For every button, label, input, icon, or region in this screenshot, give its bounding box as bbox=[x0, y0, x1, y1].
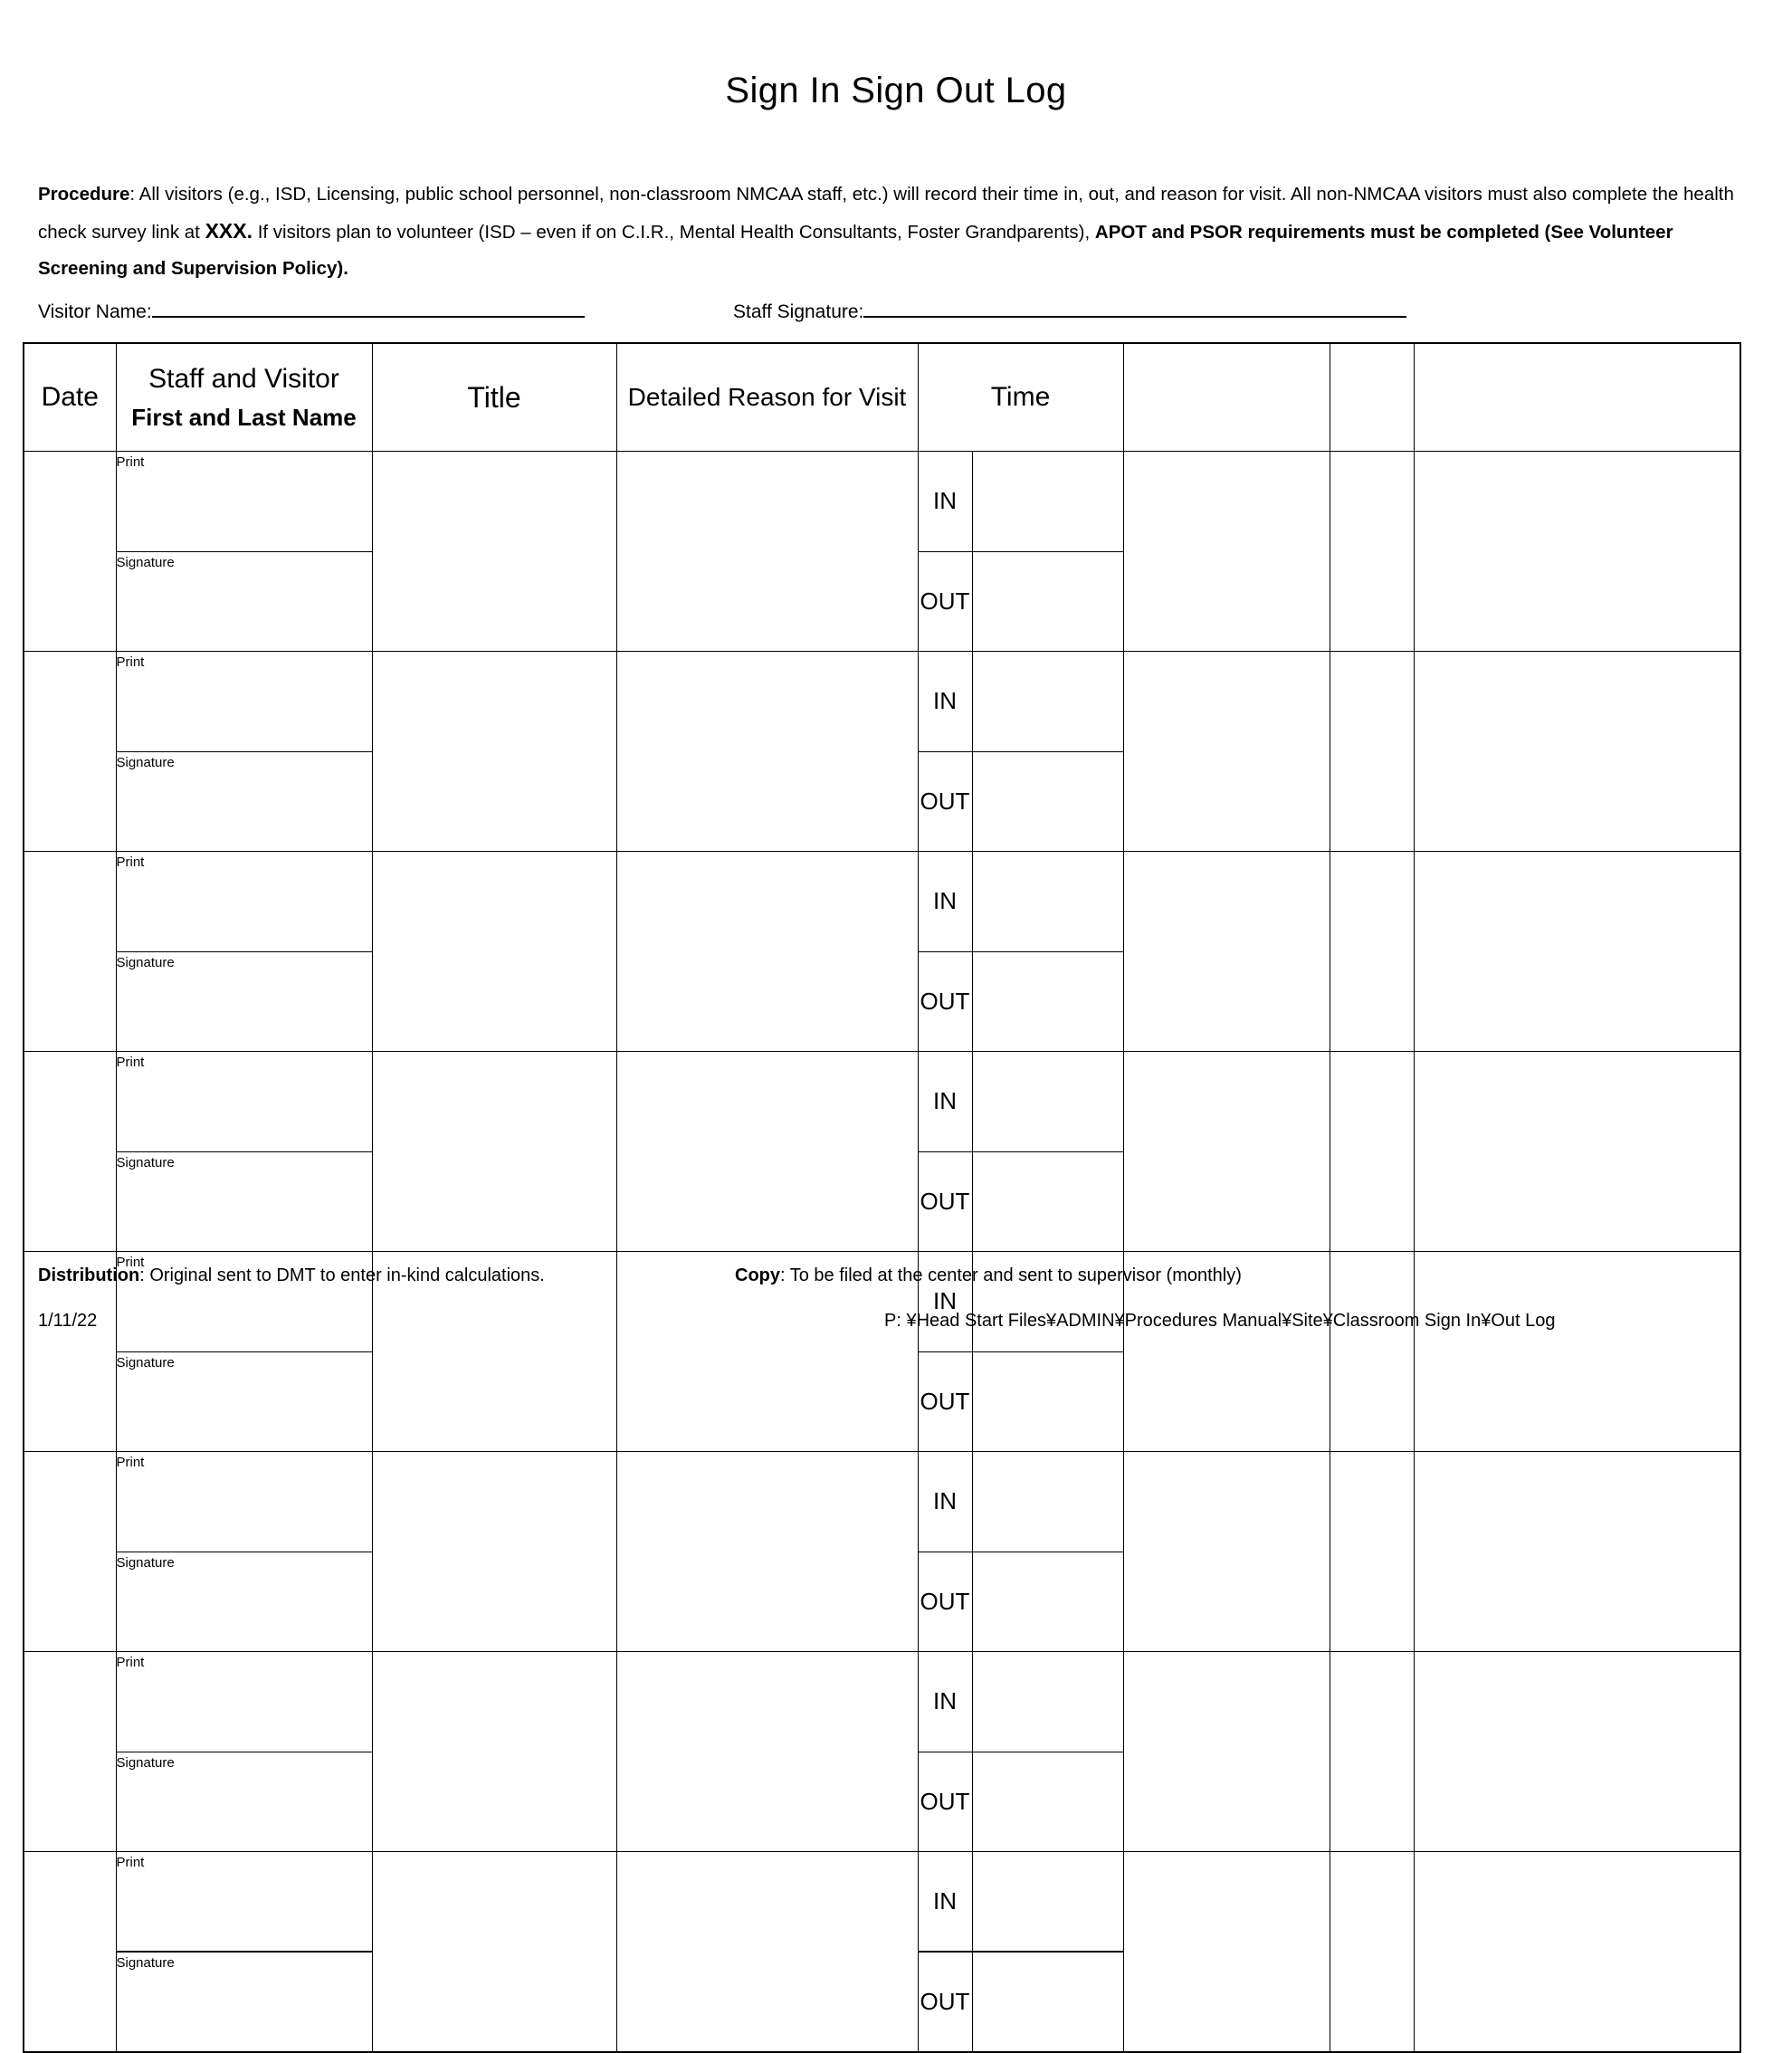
cell-inout-values bbox=[972, 1652, 1123, 1852]
revision-date: 1/11/22 bbox=[38, 1311, 98, 1331]
sub-label-signature: Signature bbox=[116, 1354, 175, 1370]
cell-time-in[interactable] bbox=[973, 1052, 1123, 1151]
label-in: IN bbox=[919, 452, 972, 551]
label-out: OUT bbox=[920, 987, 970, 1015]
cell-time-out[interactable] bbox=[973, 951, 1123, 1051]
name-subtable bbox=[117, 652, 372, 851]
fill-in-fields-row bbox=[38, 301, 1756, 331]
copy-label: Copy bbox=[735, 1265, 780, 1285]
label-out: OUT bbox=[920, 1387, 970, 1415]
cell-time-out[interactable] bbox=[973, 1752, 1123, 1851]
procedure-text-1: : All visitors (e.g., ISD, Licensing, public school personnel, non-classroom NMCAA staff, etc.) will record their time in, out, and reason for visit. All non-NMCAA visitors must also complete the health check survey link at bbox=[38, 184, 1734, 243]
cell-time-out[interactable] bbox=[973, 1151, 1123, 1251]
label-in: IN bbox=[919, 652, 972, 751]
cell-inout-values bbox=[972, 852, 1123, 1052]
label-out: OUT bbox=[920, 587, 970, 615]
cell-extra-1[interactable] bbox=[1123, 1452, 1330, 1652]
inout-value-subtable bbox=[973, 1652, 1123, 1851]
cell-print[interactable] bbox=[117, 852, 372, 951]
staff-signature-input[interactable] bbox=[863, 301, 1406, 318]
cell-extra-2[interactable] bbox=[1330, 1052, 1414, 1252]
sub-label-signature: Signature bbox=[116, 754, 175, 770]
header-cell-title bbox=[372, 343, 616, 452]
procedure-text-2: If visitors plan to volunteer (ISD – even if on C.I.R., Mental Health Consultants, Foster Grandparents), bbox=[253, 222, 1095, 243]
visitor-name-label: Visitor Name: bbox=[38, 301, 152, 322]
cell-extra-1[interactable] bbox=[1123, 852, 1330, 1052]
cell-extra-3[interactable] bbox=[1414, 852, 1740, 1052]
cell-inout-values bbox=[972, 452, 1123, 652]
cell-date[interactable] bbox=[24, 1052, 116, 1252]
label-in: IN bbox=[919, 1252, 972, 1351]
cell-extra-2[interactable] bbox=[1330, 652, 1414, 852]
cell-extra-3[interactable] bbox=[1414, 1452, 1740, 1652]
cell-extra-2[interactable] bbox=[1330, 452, 1414, 652]
cell-print[interactable] bbox=[117, 1652, 372, 1752]
cell-date[interactable] bbox=[24, 1652, 116, 1852]
cell-inout-values bbox=[972, 1452, 1123, 1652]
cell-extra-2[interactable] bbox=[1330, 1852, 1414, 2053]
inout-value-subtable bbox=[973, 452, 1123, 651]
header-cell-name bbox=[116, 343, 372, 452]
cell-date[interactable] bbox=[24, 1852, 116, 2053]
distribution-label: Distribution bbox=[38, 1265, 140, 1285]
label-in: IN bbox=[919, 1852, 972, 1952]
cell-title[interactable] bbox=[372, 452, 616, 652]
cell-name bbox=[116, 1852, 372, 2053]
inout-label-subtable bbox=[919, 652, 972, 851]
header-label-date: Date bbox=[41, 382, 99, 412]
header-cell-blank-2 bbox=[1330, 343, 1414, 452]
cell-time-in[interactable] bbox=[973, 1852, 1123, 1952]
visitor-name-field[interactable] bbox=[38, 301, 585, 323]
procedure-bold-text: APOT and PSOR requirements must be completed (See Volunteer Screening and Supervision Policy). bbox=[38, 222, 1673, 279]
cell-title[interactable] bbox=[372, 652, 616, 852]
sub-label-signature: Signature bbox=[116, 1154, 175, 1170]
label-in: IN bbox=[919, 1652, 972, 1752]
inout-label-subtable bbox=[919, 1452, 972, 1651]
table-row bbox=[24, 1452, 1740, 1652]
header-cell-time bbox=[918, 343, 1123, 452]
copy-note bbox=[735, 1265, 1242, 1286]
cell-title[interactable] bbox=[372, 1652, 616, 1852]
header-label-title: Title bbox=[467, 380, 521, 414]
cell-extra-2[interactable] bbox=[1330, 1652, 1414, 1852]
cell-extra-1[interactable] bbox=[1123, 1852, 1330, 2053]
cell-extra-3[interactable] bbox=[1414, 1052, 1740, 1252]
header-cell-blank-3 bbox=[1414, 343, 1740, 452]
cell-name bbox=[116, 1052, 372, 1252]
cell-time-in[interactable] bbox=[973, 652, 1123, 751]
header-label-name-line2: First and Last Name bbox=[131, 404, 357, 431]
label-out: OUT bbox=[920, 1587, 970, 1615]
sub-label-print: Print bbox=[116, 454, 145, 470]
cell-inout-labels bbox=[918, 1452, 972, 1652]
cell-extra-2[interactable] bbox=[1330, 852, 1414, 1052]
inout-value-subtable bbox=[973, 852, 1123, 1051]
footer-distribution-row bbox=[38, 1265, 1756, 1293]
cell-inout-labels bbox=[918, 452, 972, 652]
cell-title[interactable] bbox=[372, 1052, 616, 1252]
inout-label-subtable bbox=[919, 1652, 972, 1851]
sub-label-signature: Signature bbox=[116, 1554, 175, 1571]
cell-time-out[interactable] bbox=[973, 1351, 1123, 1451]
cell-name bbox=[116, 1652, 372, 1852]
staff-signature-field[interactable] bbox=[733, 301, 1406, 323]
cell-title[interactable] bbox=[372, 1852, 616, 2053]
cell-signature[interactable] bbox=[117, 1151, 372, 1251]
cell-inout-values bbox=[972, 652, 1123, 852]
procedure-paragraph bbox=[38, 177, 1756, 287]
cell-inout-labels bbox=[918, 652, 972, 852]
sub-label-signature: Signature bbox=[116, 554, 175, 570]
inout-value-subtable bbox=[973, 1052, 1123, 1251]
header-cell-reason bbox=[616, 343, 918, 452]
sign-in-out-table bbox=[23, 342, 1741, 2053]
sub-label-signature: Signature bbox=[116, 1754, 175, 1771]
staff-signature-label: Staff Signature: bbox=[733, 301, 864, 322]
cell-extra-1[interactable] bbox=[1123, 652, 1330, 852]
cell-time-in[interactable] bbox=[973, 852, 1123, 951]
name-subtable bbox=[117, 1052, 372, 1251]
distribution-text: : Original sent to DMT to enter in-kind calculations. bbox=[139, 1265, 545, 1285]
name-subtable bbox=[117, 452, 372, 651]
cell-inout-labels bbox=[918, 1652, 972, 1852]
cell-signature[interactable] bbox=[117, 1351, 372, 1451]
footer-meta-row bbox=[38, 1311, 1756, 1338]
cell-date[interactable] bbox=[24, 452, 116, 652]
cell-extra-3[interactable] bbox=[1414, 1652, 1740, 1852]
cell-extra-1[interactable] bbox=[1123, 1652, 1330, 1852]
table-row bbox=[24, 452, 1740, 652]
inout-label-subtable bbox=[919, 1052, 972, 1251]
cell-extra-3[interactable] bbox=[1414, 1852, 1740, 2053]
procedure-xxx-placeholder: XXX. bbox=[205, 219, 253, 243]
label-out: OUT bbox=[920, 1988, 970, 2015]
label-out: OUT bbox=[920, 1187, 970, 1215]
copy-text: : To be filed at the center and sent to supervisor (monthly) bbox=[780, 1265, 1242, 1285]
cell-signature[interactable] bbox=[117, 1552, 372, 1651]
inout-value-subtable bbox=[973, 1852, 1123, 2051]
sub-label-print: Print bbox=[116, 1055, 145, 1070]
cell-date[interactable] bbox=[24, 652, 116, 852]
sub-label-signature: Signature bbox=[116, 1955, 175, 1971]
header-cell-date bbox=[24, 343, 116, 452]
cell-name bbox=[116, 452, 372, 652]
cell-date[interactable] bbox=[24, 1452, 116, 1652]
cell-extra-3[interactable] bbox=[1414, 652, 1740, 852]
cell-inout-labels bbox=[918, 1852, 972, 2053]
name-subtable bbox=[117, 1452, 372, 1651]
cell-print[interactable] bbox=[117, 1052, 372, 1151]
cell-extra-1[interactable] bbox=[1123, 1052, 1330, 1252]
sub-label-print: Print bbox=[116, 654, 145, 670]
cell-reason[interactable] bbox=[616, 1452, 918, 1652]
header-label-name-line1: Staff and Visitor bbox=[148, 364, 339, 394]
cell-reason[interactable] bbox=[616, 1652, 918, 1852]
header-label-time: Time bbox=[990, 382, 1051, 412]
table-row bbox=[24, 1052, 1740, 1252]
cell-signature[interactable] bbox=[117, 1952, 372, 2051]
cell-extra-2[interactable] bbox=[1330, 1452, 1414, 1652]
cell-name bbox=[116, 652, 372, 852]
cell-reason[interactable] bbox=[616, 852, 918, 1052]
cell-signature[interactable] bbox=[117, 551, 372, 651]
inout-label-subtable bbox=[919, 452, 972, 651]
cell-print[interactable] bbox=[117, 1452, 372, 1552]
cell-reason[interactable] bbox=[616, 1052, 918, 1252]
sub-label-print: Print bbox=[116, 1855, 145, 1870]
inout-value-subtable bbox=[973, 1452, 1123, 1651]
cell-inout-labels bbox=[918, 1052, 972, 1252]
label-in: IN bbox=[919, 1052, 972, 1151]
name-subtable bbox=[117, 1852, 372, 2051]
sub-label-print: Print bbox=[116, 855, 145, 870]
visitor-name-input[interactable] bbox=[152, 301, 585, 318]
cell-inout-labels bbox=[918, 852, 972, 1052]
cell-name bbox=[116, 852, 372, 1052]
cell-time-out[interactable] bbox=[973, 551, 1123, 651]
cell-reason[interactable] bbox=[616, 652, 918, 852]
sub-label-print: Print bbox=[116, 1655, 145, 1670]
cell-signature[interactable] bbox=[117, 951, 372, 1051]
cell-time-out[interactable] bbox=[973, 751, 1123, 851]
label-in: IN bbox=[919, 852, 972, 951]
cell-date[interactable] bbox=[24, 852, 116, 1052]
sub-label-print: Print bbox=[116, 1255, 145, 1270]
cell-time-out[interactable] bbox=[973, 1552, 1123, 1651]
inout-label-subtable bbox=[919, 1852, 972, 2051]
inout-label-subtable bbox=[919, 852, 972, 1051]
table-header-row bbox=[24, 343, 1740, 452]
header-cell-blank-1 bbox=[1123, 343, 1330, 452]
cell-name bbox=[116, 1452, 372, 1652]
table-row bbox=[24, 852, 1740, 1052]
page-title: Sign In Sign Out Log bbox=[725, 71, 1067, 110]
cell-inout-values bbox=[972, 1852, 1123, 2053]
cell-time-in[interactable] bbox=[973, 452, 1123, 551]
cell-title[interactable] bbox=[372, 1452, 616, 1652]
name-subtable bbox=[117, 852, 372, 1051]
header-label-reason: Detailed Reason for Visit bbox=[627, 383, 907, 411]
cell-print[interactable] bbox=[117, 652, 372, 751]
cell-reason[interactable] bbox=[616, 452, 918, 652]
cell-signature[interactable] bbox=[117, 751, 372, 851]
cell-print[interactable] bbox=[117, 452, 372, 551]
label-out: OUT bbox=[920, 1787, 970, 1815]
cell-print[interactable] bbox=[117, 1852, 372, 1952]
label-out: OUT bbox=[920, 787, 970, 815]
name-subtable bbox=[117, 1652, 372, 1851]
cell-signature[interactable] bbox=[117, 1752, 372, 1851]
inout-value-subtable bbox=[973, 652, 1123, 851]
cell-extra-1[interactable] bbox=[1123, 452, 1330, 652]
sub-label-signature: Signature bbox=[116, 954, 175, 970]
label-in: IN bbox=[919, 1452, 972, 1552]
cell-title[interactable] bbox=[372, 852, 616, 1052]
sub-label-print: Print bbox=[116, 1455, 145, 1470]
table-row bbox=[24, 1652, 1740, 1852]
cell-reason[interactable] bbox=[616, 1852, 918, 2053]
distribution-note bbox=[38, 1265, 545, 1286]
cell-time-out[interactable] bbox=[973, 1952, 1123, 2051]
table-row bbox=[24, 1852, 1740, 2053]
cell-inout-values bbox=[972, 1052, 1123, 1252]
cell-time-in[interactable] bbox=[973, 1452, 1123, 1552]
file-path: P: ¥Head Start Files¥ADMIN¥Procedures Manual¥Site¥Classroom Sign In¥Out Log bbox=[884, 1311, 1556, 1331]
table-row bbox=[24, 652, 1740, 852]
cell-extra-3[interactable] bbox=[1414, 452, 1740, 652]
procedure-label: Procedure bbox=[38, 184, 130, 205]
cell-time-in[interactable] bbox=[973, 1652, 1123, 1752]
